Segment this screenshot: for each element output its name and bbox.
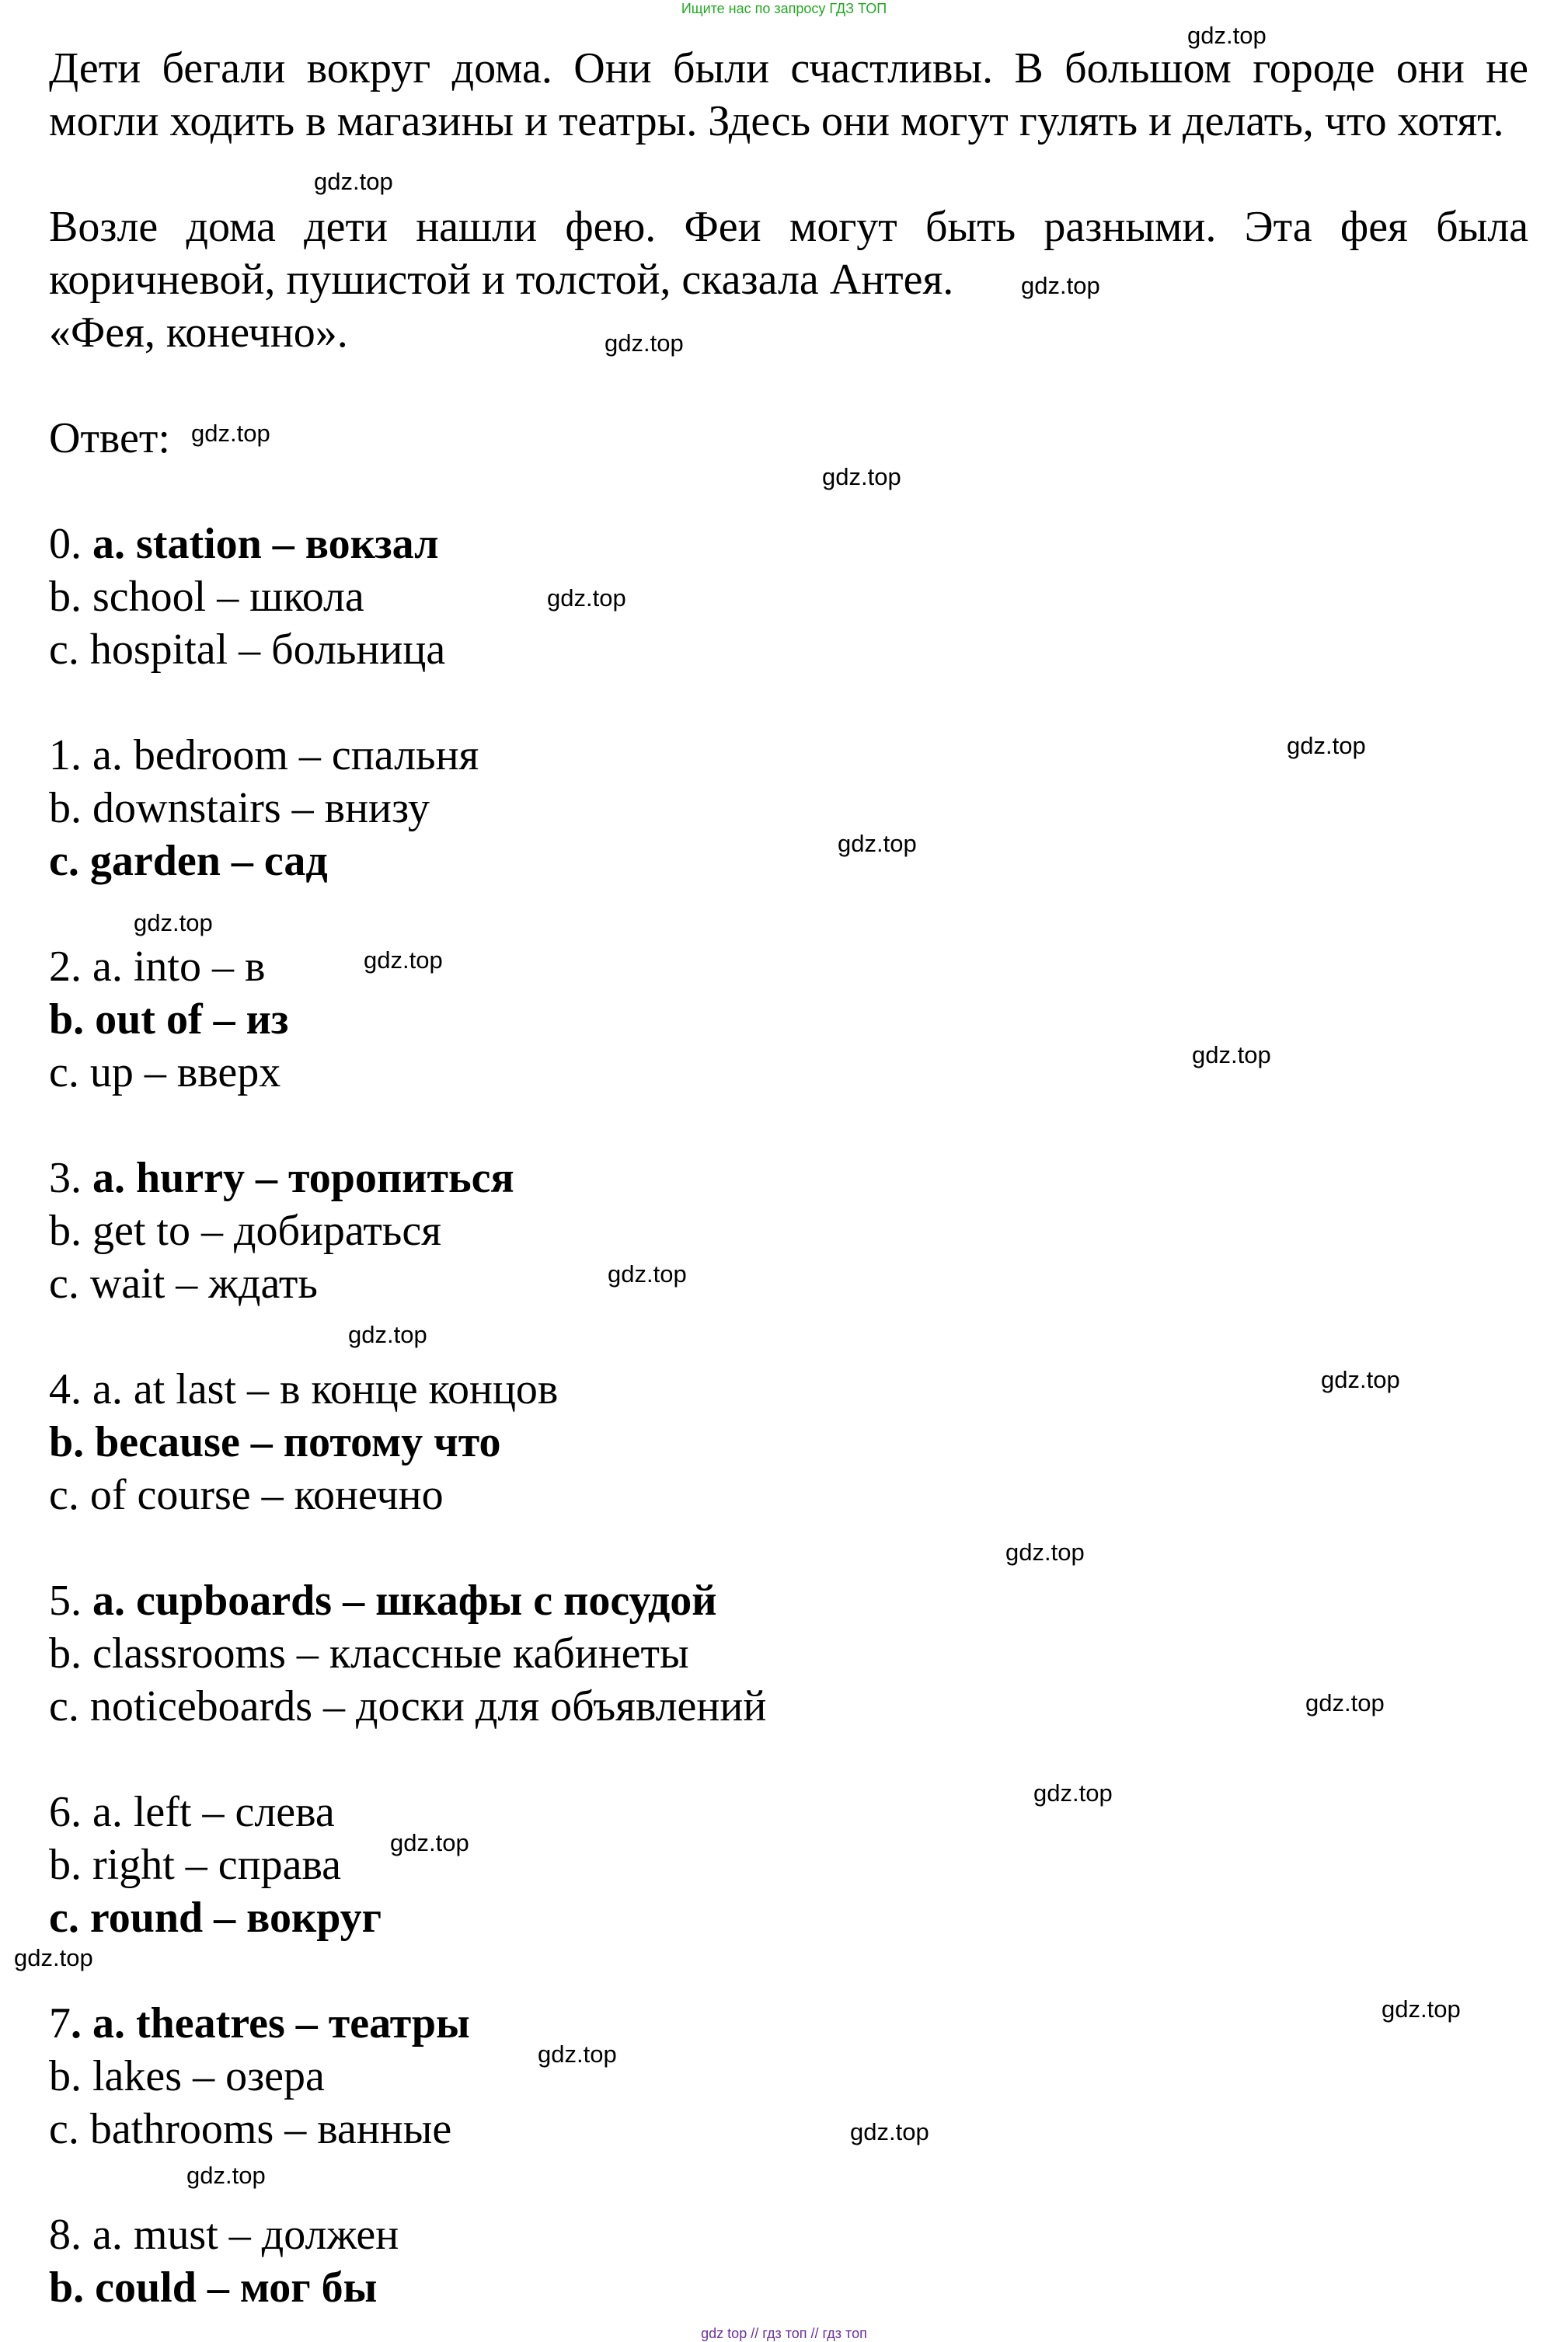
watermark: gdz.top (314, 168, 393, 195)
bottom-footer: gdz top // гдз топ // гдз топ (701, 2326, 867, 2341)
watermark: gdz.top (1287, 732, 1366, 759)
answer-0-b: b. school – школа (49, 573, 364, 621)
answer-5-number: 5. (49, 1577, 92, 1625)
watermark: gdz.top (390, 1829, 469, 1856)
watermark: gdz.top (850, 2118, 929, 2145)
answer-7-a-correct: . a. theatres – театры (71, 1999, 470, 2048)
answer-4-b-correct: b. because – потому что (49, 1418, 501, 1466)
watermark: gdz.top (1005, 1539, 1085, 1566)
watermark: gdz.top (134, 909, 213, 936)
paragraph-3: «Фея, конечно». (49, 308, 348, 357)
watermark: gdz.top (605, 329, 684, 357)
answer-3-b: b. get to – добираться (49, 1207, 441, 1255)
answer-3-number: 3. (49, 1154, 92, 1202)
answer-4-c: c. of course – конечно (49, 1471, 444, 1519)
paragraph-2: Возле дома дети нашли фею. Феи могут быть разными. Эта фея была коричневой, пушистой и толстой, сказала Антея. (49, 203, 1528, 304)
answer-5-a-correct: a. cupboards – шкафы с посудой (92, 1577, 717, 1625)
answer-5-a (49, 1574, 717, 1627)
watermark: gdz.top (1033, 1779, 1113, 1807)
answer-5-b: b. classrooms – классные кабинеты (49, 1629, 689, 1678)
answer-7-number: 7 (49, 1999, 71, 2048)
watermark: gdz.top (191, 420, 270, 447)
answer-0-a (49, 518, 439, 570)
answer-8-a: 8. a. must – должен (49, 2211, 399, 2259)
watermark: gdz.top (822, 463, 901, 490)
watermark: gdz.top (547, 584, 626, 612)
answer-1-c-correct: c. garden – сад (49, 837, 328, 885)
watermark: gdz.top (14, 1944, 93, 1971)
watermark: gdz.top (1305, 1689, 1385, 1716)
answer-0-a-correct: a. station – вокзал (92, 520, 439, 568)
answer-6-b: b. right – справа (49, 1841, 342, 1889)
watermark: gdz.top (538, 2041, 617, 2068)
watermark: gdz.top (838, 830, 917, 857)
watermark: gdz.top (1321, 1366, 1400, 1393)
watermark: gdz.top (1187, 22, 1267, 49)
answer-2-c: c. up – вверх (49, 1048, 281, 1096)
answer-3-a-correct: a. hurry – торопиться (92, 1154, 514, 1202)
watermark: gdz.top (608, 1260, 687, 1288)
answer-1-a: 1. a. bedroom – спальня (49, 731, 479, 779)
answer-1-b: b. downstairs – внизу (49, 784, 430, 832)
answer-8-b-correct: b. could – мог бы (49, 2264, 378, 2312)
watermark: gdz.top (186, 2162, 266, 2189)
answer-2-a: 2. a. into – в (49, 943, 266, 991)
answer-6-a: 6. a. left – слева (49, 1788, 335, 1836)
paragraph-1: Дети бегали вокруг дома. Они были счастливы. В большом городе они не могли ходить в магазины и театры. Здесь они могут гулять и делать, что хотят. (49, 44, 1528, 145)
answer-6-c-correct: c. round – вокруг (49, 1894, 382, 1942)
watermark: gdz.top (1382, 1995, 1461, 2023)
answer-3-a (49, 1152, 514, 1204)
answer-0-number: 0. (49, 520, 92, 568)
answer-7-c: c. bathrooms – ванные (49, 2105, 452, 2153)
answer-5-c: c. noticeboards – доски для объявлений (49, 1682, 767, 1730)
answer-7-a (49, 1997, 470, 2050)
answer-3-c: c. wait – ждать (49, 1260, 318, 1308)
top-banner: Ищите нас по запросу ГДЗ ТОП (681, 1, 887, 16)
watermark: gdz.top (1021, 272, 1100, 299)
watermark: gdz.top (364, 946, 443, 974)
watermark: gdz.top (1192, 1041, 1271, 1068)
answer-4-a: 4. a. at last – в конце концов (49, 1365, 559, 1413)
answer-7-b: b. lakes – озера (49, 2052, 325, 2100)
answer-0-c: c. hospital – больница (49, 626, 446, 674)
watermark: gdz.top (348, 1321, 427, 1348)
answer-2-b-correct: b. out of – из (49, 995, 289, 1044)
answer-label: Ответ: (49, 414, 170, 462)
